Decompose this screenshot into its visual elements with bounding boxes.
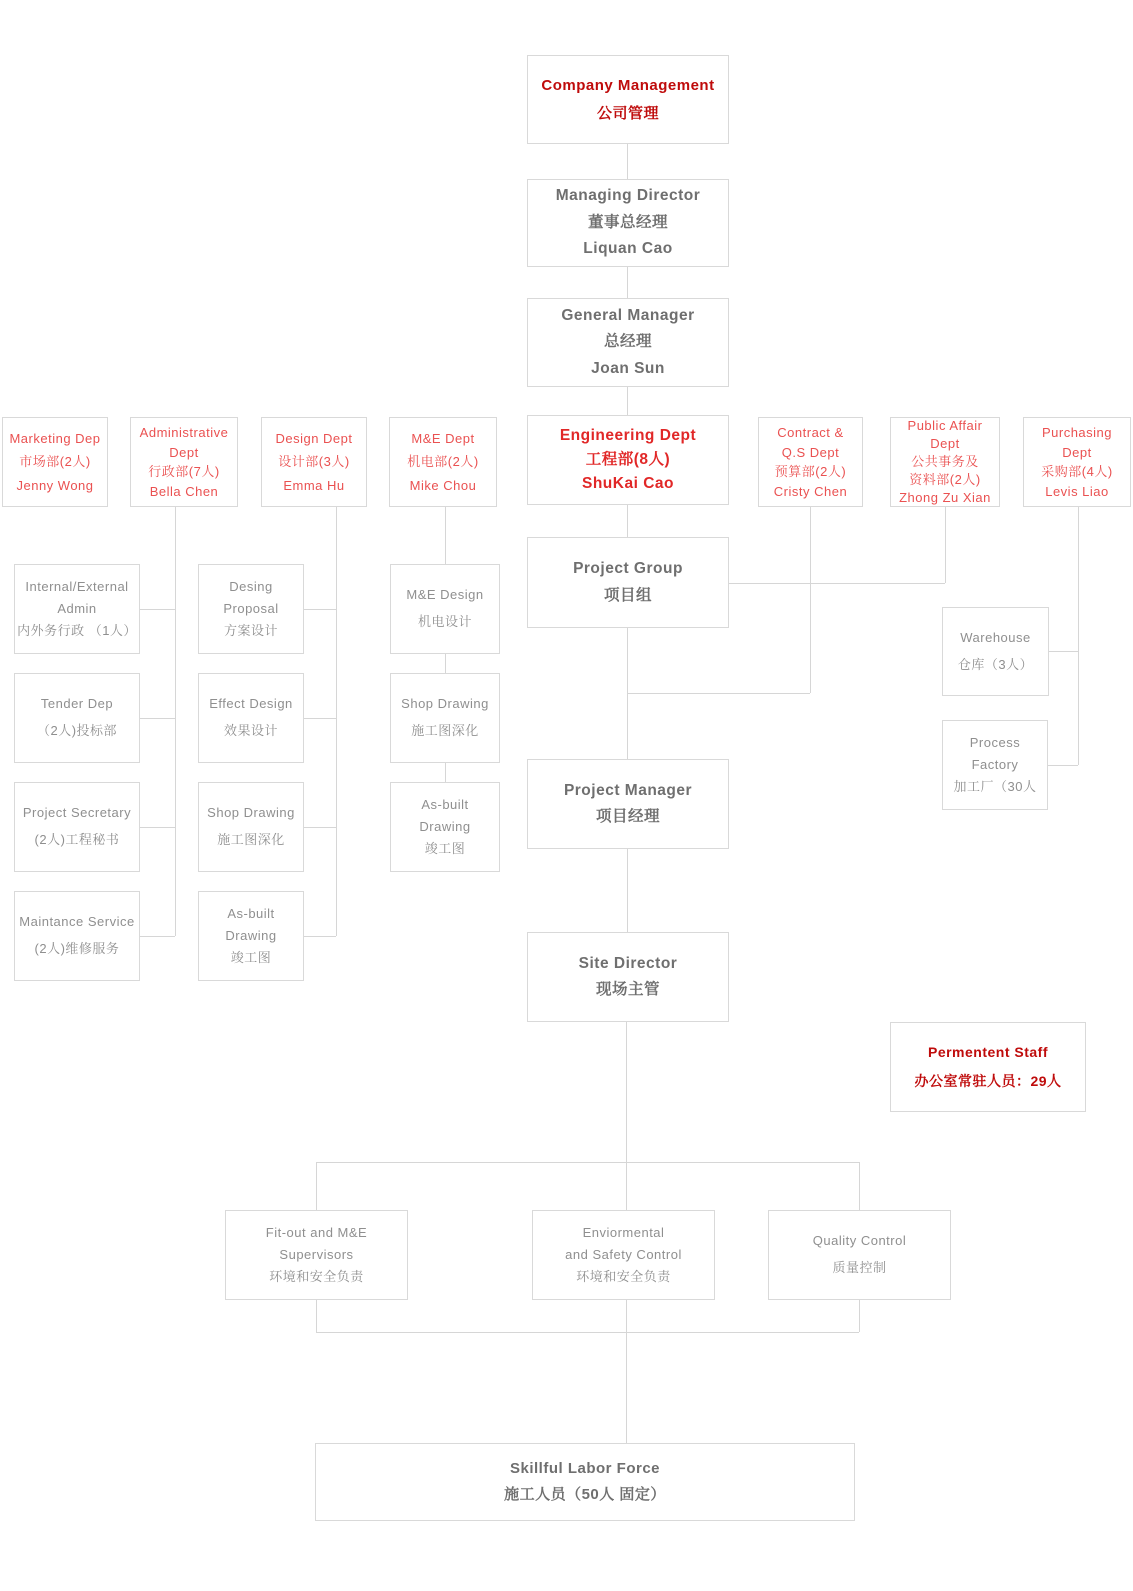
site-director-box: [527, 932, 729, 1022]
box-line: Mike Chou: [409, 477, 477, 493]
tender-dep-box: [14, 673, 140, 763]
box-line: Site Director: [578, 954, 678, 972]
connector-line: [627, 387, 628, 415]
box-line: 办公室常驻人员：29人: [914, 1073, 1062, 1089]
connector-line: [304, 936, 336, 937]
connector-line: [140, 936, 175, 937]
box-line: Internal/External: [25, 578, 129, 594]
box-line: 项目经理: [595, 808, 660, 825]
project-secretary-box: [14, 782, 140, 872]
connector-line: [859, 1300, 860, 1332]
internal-external-admin-box: [14, 564, 140, 654]
box-line: (2人)工程秘书: [34, 832, 120, 847]
connector-line: [626, 1022, 627, 1210]
connector-line: [627, 144, 628, 179]
project-group-box: [527, 537, 729, 628]
design-dept-box: [261, 417, 367, 507]
box-line: 市场部(2人): [19, 454, 91, 470]
box-line: （2人)投标部: [36, 723, 118, 738]
box-line: and Safety Control: [565, 1246, 682, 1262]
box-line: 竣工图: [424, 841, 466, 857]
connector-line: [304, 718, 336, 719]
shop-drawing-design-box: [198, 782, 304, 872]
fitout-me-supervisors-box: [225, 1210, 408, 1300]
connector-line: [316, 1162, 317, 1210]
administrative-dept-box: [130, 417, 238, 507]
box-line: Dept: [1062, 444, 1092, 460]
permentent-staff-box: [890, 1022, 1086, 1112]
box-line: 施工人员（50人 固定）: [504, 1486, 666, 1503]
box-line: Proposal: [223, 600, 279, 616]
box-line: As-built: [227, 905, 275, 921]
box-line: (2人)维修服务: [34, 941, 120, 956]
as-built-drawing-me-box: [390, 782, 500, 872]
box-line: Drawing: [225, 927, 277, 943]
connector-line: [627, 267, 628, 298]
connector-line: [445, 654, 446, 673]
box-line: Public Affair: [907, 418, 983, 434]
box-line: Cristy Chen: [773, 483, 848, 499]
box-line: 资料部(2人): [909, 471, 981, 487]
box-line: Zhong Zu Xian: [899, 489, 991, 505]
box-line: Skillful Labor Force: [509, 1459, 661, 1477]
connector-line: [445, 763, 446, 782]
connector-line: [140, 718, 175, 719]
connector-line: [626, 1300, 627, 1332]
box-line: Effect Design: [209, 696, 293, 712]
box-line: Tender Dep: [40, 696, 114, 712]
connector-line: [316, 1162, 859, 1163]
box-line: Quality Control: [812, 1233, 907, 1249]
box-line: M&E Dept: [411, 430, 475, 446]
box-line: Project Manager: [563, 781, 693, 799]
box-line: 机电设计: [417, 614, 472, 629]
box-line: 行政部(7人): [148, 464, 220, 479]
company-management-box: [527, 55, 729, 144]
connector-line: [1048, 765, 1078, 766]
box-line: 工程部(8人): [585, 450, 671, 468]
box-line: 竣工图: [230, 950, 272, 966]
box-line: 公共事务及: [911, 454, 979, 470]
box-line: General Manager: [561, 306, 695, 324]
connector-line: [140, 609, 175, 610]
connector-line: [859, 1162, 860, 1210]
connector-line: [1078, 507, 1079, 765]
effect-design-box: [198, 673, 304, 763]
connector-line: [729, 583, 945, 584]
box-line: Warehouse: [960, 629, 1031, 645]
box-line: Admin: [57, 600, 97, 616]
box-line: 方案设计: [223, 623, 278, 639]
box-line: Marketing Dep: [9, 430, 101, 446]
purchasing-dept-box: [1023, 417, 1131, 507]
general-manager-box: [527, 298, 729, 387]
public-affair-dept-box: [890, 417, 1000, 507]
project-manager-box: [527, 759, 729, 849]
box-line: As-built: [421, 796, 469, 812]
box-line: Enviormental: [582, 1224, 665, 1240]
box-line: Levis Liao: [1045, 483, 1109, 499]
box-line: Design Dept: [275, 430, 353, 446]
engineering-dept-box: [527, 415, 729, 505]
box-line: Desing: [229, 578, 273, 594]
box-line: Supervisors: [279, 1246, 354, 1262]
quality-control-box: [768, 1210, 951, 1300]
box-line: 仓库（3人）: [957, 656, 1034, 672]
connector-line: [336, 507, 337, 936]
box-line: Process: [969, 734, 1021, 750]
box-line: Company Management: [541, 76, 715, 94]
box-line: Permentent Staff: [927, 1043, 1049, 1060]
box-line: Administrative: [139, 425, 229, 440]
box-line: 效果设计: [223, 723, 278, 738]
connector-line: [175, 507, 176, 936]
connector-line: [140, 827, 175, 828]
box-line: 公司管理: [596, 104, 659, 122]
connector-line: [445, 507, 446, 564]
box-line: 预算部(2人): [774, 464, 847, 479]
env-safety-control-box: [532, 1210, 715, 1300]
box-line: M&E Design: [406, 587, 484, 603]
box-line: Shop Drawing: [207, 805, 295, 821]
box-line: 总经理: [603, 333, 652, 351]
box-line: Dept: [169, 444, 199, 460]
warehouse-box: [942, 607, 1049, 696]
box-line: 施工图深化: [217, 832, 285, 847]
me-design-box: [390, 564, 500, 654]
box-line: Jenny Wong: [16, 477, 94, 493]
box-line: Bella Chen: [149, 483, 219, 499]
box-line: Emma Hu: [283, 477, 345, 493]
box-line: Drawing: [419, 818, 471, 834]
box-line: 质量控制: [832, 1260, 887, 1275]
box-line: 项目组: [603, 586, 652, 604]
box-line: 环境和安全负责: [576, 1269, 671, 1285]
connector-line: [945, 507, 946, 583]
as-built-drawing-design-box: [198, 891, 304, 981]
box-line: Factory: [971, 756, 1019, 772]
box-line: Project Group: [573, 560, 683, 578]
connector-line: [626, 1332, 627, 1443]
connector-line: [316, 1300, 317, 1332]
box-line: 加工厂（30人: [953, 779, 1037, 795]
box-line: Dept: [930, 436, 960, 452]
box-line: Contract &: [777, 425, 844, 440]
box-line: 机电部(2人): [407, 454, 479, 470]
box-line: Liquan Cao: [583, 240, 673, 258]
box-line: Maintance Service: [19, 914, 135, 930]
box-line: Joan Sun: [591, 359, 665, 377]
me-dept-box: [389, 417, 497, 507]
box-line: 现场主管: [595, 981, 660, 998]
connector-line: [627, 505, 628, 537]
connector-line: [304, 827, 336, 828]
box-line: 施工图深化: [411, 723, 479, 738]
connector-line: [627, 849, 628, 932]
box-line: 董事总经理: [587, 213, 668, 231]
connector-line: [627, 693, 810, 694]
skillful-labor-force-box: [315, 1443, 855, 1521]
box-line: 设计部(3人): [278, 454, 350, 470]
box-line: 环境和安全负责: [269, 1269, 364, 1285]
desing-proposal-box: [198, 564, 304, 654]
box-line: Q.S Dept: [781, 444, 840, 460]
box-line: 内外务行政 （1人）: [17, 623, 137, 639]
box-line: Purchasing: [1041, 425, 1113, 440]
connector-line: [304, 609, 336, 610]
box-line: Managing Director: [555, 187, 701, 205]
process-factory-box: [942, 720, 1048, 810]
box-line: Fit-out and M&E: [265, 1224, 368, 1240]
box-line: 采购部(4人): [1041, 464, 1113, 479]
connector-line: [316, 1332, 859, 1333]
maintance-service-box: [14, 891, 140, 981]
box-line: Engineering Dept: [559, 426, 697, 444]
connector-line: [810, 507, 811, 693]
box-line: Shop Drawing: [401, 696, 489, 712]
box-line: Project Secretary: [22, 805, 132, 821]
managing-director-box: [527, 179, 729, 267]
connector-line: [1049, 651, 1078, 652]
contract-qs-dept-box: [758, 417, 863, 507]
shop-drawing-me-box: [390, 673, 500, 763]
marketing-dept-box: [2, 417, 108, 507]
box-line: ShuKai Cao: [582, 475, 674, 492]
